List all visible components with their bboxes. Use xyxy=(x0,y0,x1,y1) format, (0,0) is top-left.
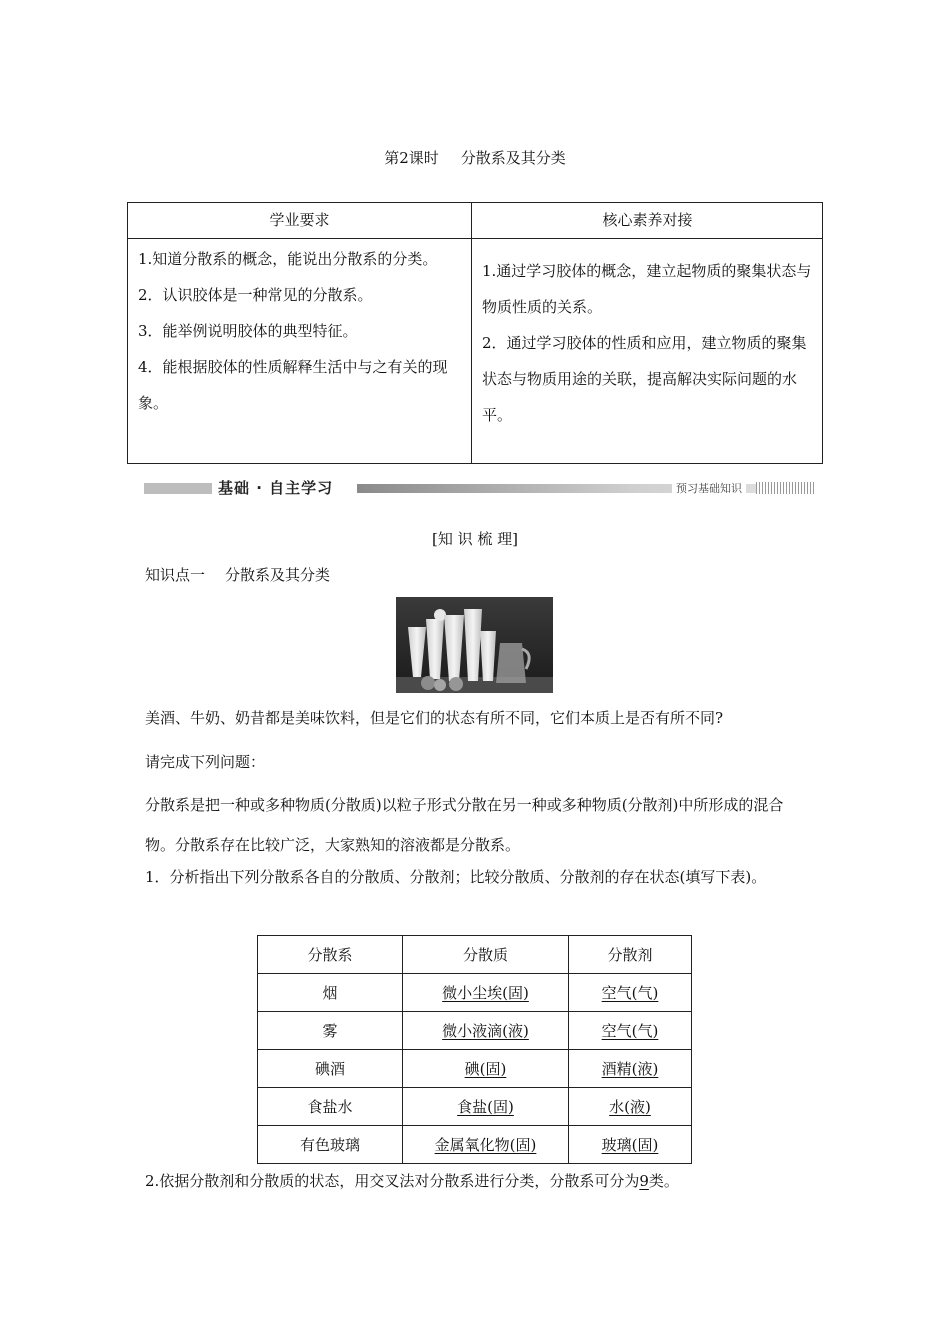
requirement-item: 4．能根据胶体的性质解释生活中与之有关的现象。 xyxy=(138,358,448,412)
requirement-item: 3．能举例说明胶体的典型特征。 xyxy=(138,322,358,340)
answer-cell: 金属氧化物(固) xyxy=(434,1136,537,1154)
table-row xyxy=(258,1126,692,1164)
dispersion-table xyxy=(257,935,692,1164)
instruction-text: 请完成下列问题： xyxy=(145,753,266,771)
banner-label: 基础 · 自主学习 xyxy=(218,479,334,497)
table-row xyxy=(258,1012,692,1050)
section-heading: [知 识 梳 理] xyxy=(431,530,518,548)
intro-question: 美酒、牛奶、奶昔都是美味饮料，但是它们的状态有所不同，它们本质上是否有所不同? xyxy=(145,709,724,727)
header-cell: 分散质 xyxy=(403,936,569,974)
requirements-head-left: 学业要求 xyxy=(269,211,330,229)
system-cell: 有色玻璃 xyxy=(258,1126,403,1164)
answer-cell: 空气(气) xyxy=(601,984,659,1002)
question-2 xyxy=(145,1170,810,1191)
table-row xyxy=(258,1050,692,1088)
system-cell: 食盐水 xyxy=(258,1088,403,1126)
knowledge-point-topic: 分散系及其分类 xyxy=(225,566,331,584)
answer-cell: 酒精(液) xyxy=(601,1060,659,1078)
competency-item: 2．通过学习胶体的性质和应用，建立物质的聚集状态与物质用途的关联，提高解决实际问题的水平。 xyxy=(482,334,807,424)
lesson-number: 第2课时 xyxy=(384,149,439,167)
header-cell: 分散系 xyxy=(258,936,403,974)
table-header-row xyxy=(258,936,692,974)
system-cell: 烟 xyxy=(258,974,403,1012)
answer-cell: 食盐(固) xyxy=(457,1098,514,1116)
banner-sub: 预习基础知识 xyxy=(672,480,746,496)
question-1: 1．分析指出下列分散系各自的分散质、分散剂；比较分散质、分散剂的存在状态(填写下表)。 xyxy=(145,868,767,886)
question-2-answer: 9 xyxy=(639,1172,649,1190)
lesson-topic: 分散系及其分类 xyxy=(460,149,566,167)
answer-cell: 碘(固) xyxy=(464,1060,507,1078)
requirements-right-list xyxy=(482,253,817,433)
answer-cell: 水(液) xyxy=(609,1098,651,1116)
table-row xyxy=(258,1088,692,1126)
answer-cell: 玻璃(固) xyxy=(601,1136,659,1154)
requirement-item: 1.知道分散系的概念，能说出分散系的分类。 xyxy=(138,250,438,268)
answer-cell: 微小尘埃(固) xyxy=(442,984,529,1002)
page-title xyxy=(0,147,950,168)
competency-item: 1.通过学习胶体的概念，建立起物质的聚集状态与物质性质的关系。 xyxy=(482,262,812,316)
requirements-table xyxy=(127,202,823,464)
system-cell: 雾 xyxy=(258,1012,403,1050)
requirements-head-right: 核心素养对接 xyxy=(602,211,693,229)
system-cell: 碘酒 xyxy=(258,1050,403,1088)
knowledge-point-heading xyxy=(145,564,330,585)
table-row xyxy=(258,974,692,1012)
question-2-text: 2.依据分散剂和分散质的状态，用交叉法对分散系进行分类，分散系可分为 xyxy=(145,1172,640,1190)
answer-cell: 空气(气) xyxy=(601,1022,659,1040)
requirements-left-list xyxy=(138,241,463,421)
knowledge-point-label: 知识点一 xyxy=(145,566,206,584)
drinks-photo xyxy=(396,597,553,693)
requirement-item: 2．认识胶体是一种常见的分散系。 xyxy=(138,286,373,304)
answer-cell: 微小液滴(液) xyxy=(442,1022,529,1040)
question-2-suffix: 类。 xyxy=(648,1172,679,1190)
definition-paragraph: 分散系是把一种或多种物质(分散质)以粒子形式分散在另一种或多种物质(分散剂)中所形成的混合物。分散系存在比较广泛，大家熟知的溶液都是分散系。 xyxy=(145,796,784,854)
header-cell: 分散剂 xyxy=(569,936,692,974)
section-banner xyxy=(144,479,816,497)
